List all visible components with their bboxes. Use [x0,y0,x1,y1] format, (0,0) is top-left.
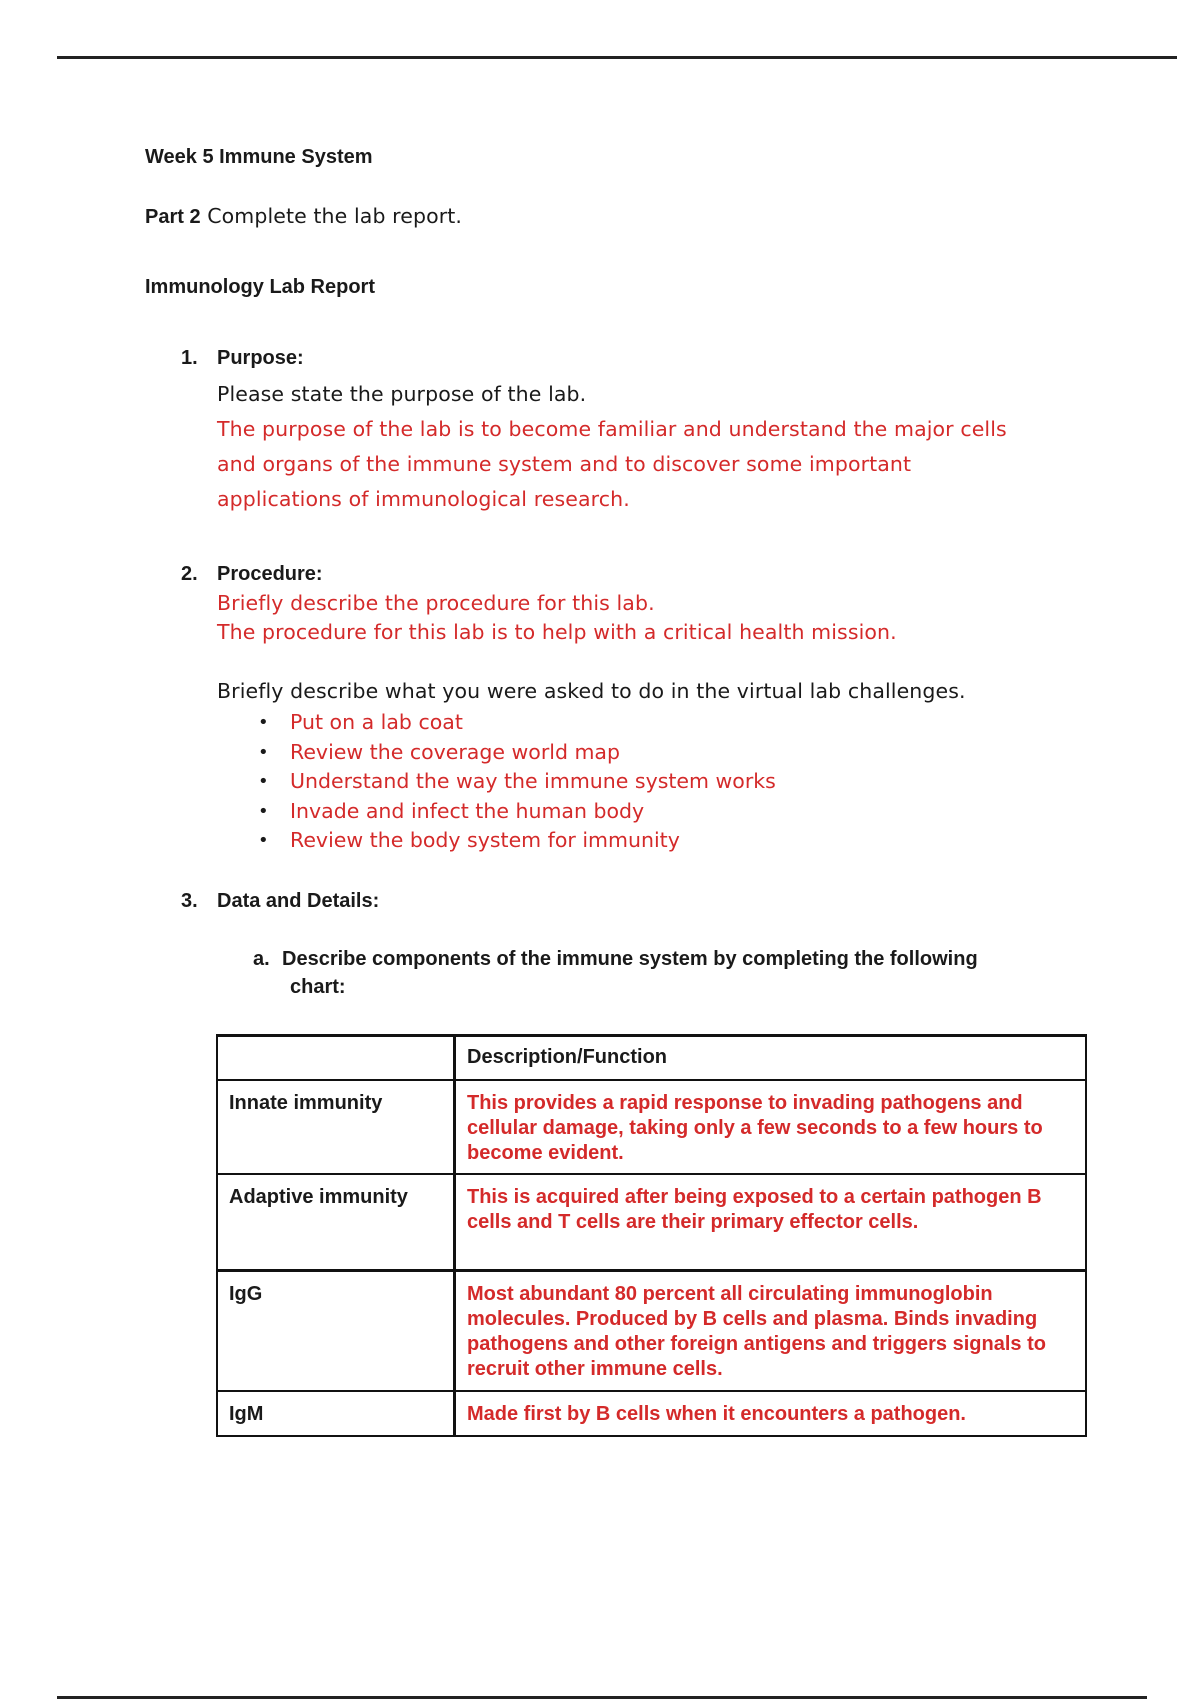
data-sub-prompt-line-1: Describe components of the immune system by completing the following [282,948,978,970]
purpose-answer-line-1: The purpose of the lab is to become familiar and understand the major cells [217,417,1007,441]
purpose-number: 1. [181,347,198,369]
immune-components-table [216,1034,1087,1437]
table-header-description: Description/Function [455,1036,1087,1081]
purpose-heading: Purpose: [217,347,304,369]
purpose-prompt: Please state the purpose of the lab. [217,382,587,406]
part-label: Part 2 [145,206,201,228]
document-title: Week 5 Immune System [145,146,373,168]
purpose-answer-line-3: applications of immunological research. [217,487,630,511]
data-number: 3. [181,890,198,912]
bullet-icon: • [258,741,269,763]
purpose-answer-line-2: and organs of the immune system and to discover some important [217,452,912,476]
table-row [217,1080,1086,1174]
bullet-icon: • [258,712,269,733]
row-label: Innate immunity [217,1080,455,1174]
procedure-heading: Procedure: [217,563,323,585]
row-label: Adaptive immunity [217,1174,455,1270]
list-item: • Put on a lab coat [258,708,776,738]
procedure-number: 2. [181,563,198,585]
report-title: Immunology Lab Report [145,276,375,298]
data-heading: Data and Details: [217,890,380,912]
data-sub-label: a. [253,948,270,970]
row-label: IgG [217,1270,455,1391]
part-text: Complete the lab report. [200,204,462,228]
header-rule [57,56,1177,59]
table-row [217,1391,1086,1436]
list-item: • Understand the way the immune system works [258,767,776,797]
data-sub-prompt-line-2: chart: [290,976,346,998]
row-description: This provides a rapid response to invading pathogens and cellular damage, taking only a few seconds to a few hours to become evident. [455,1080,1087,1174]
table-header-row [217,1036,1086,1081]
table-header-blank [217,1036,455,1081]
table-row [217,1174,1086,1270]
row-description: Most abundant 80 percent all circulating immunoglobin molecules. Produced by B cells and plasma. Binds invading pathogens and other foreign antigens and triggers signals to recruit other immune cells. [455,1270,1087,1391]
part-line [145,204,462,229]
list-item: • Review the body system for immunity [258,826,776,856]
procedure-answer: The procedure for this lab is to help with a critical health mission. [217,620,897,644]
list-item: • Review the coverage world map [258,738,776,768]
challenges-prompt: Briefly describe what you were asked to do in the virtual lab challenges. [217,679,966,703]
row-description: This is acquired after being exposed to a certain pathogen B cells and T cells are their primary effector cells. [455,1174,1087,1270]
challenges-list [258,708,776,856]
table-row [217,1270,1086,1391]
list-item: • Invade and infect the human body [258,797,776,827]
row-label: IgM [217,1391,455,1436]
bullet-icon: • [258,830,269,851]
bullet-icon: • [258,800,269,822]
procedure-prompt: Briefly describe the procedure for this lab. [217,591,655,615]
footer-rule [57,1696,1147,1699]
bullet-icon: • [258,771,269,792]
row-description: Made first by B cells when it encounters a pathogen. [455,1391,1087,1436]
